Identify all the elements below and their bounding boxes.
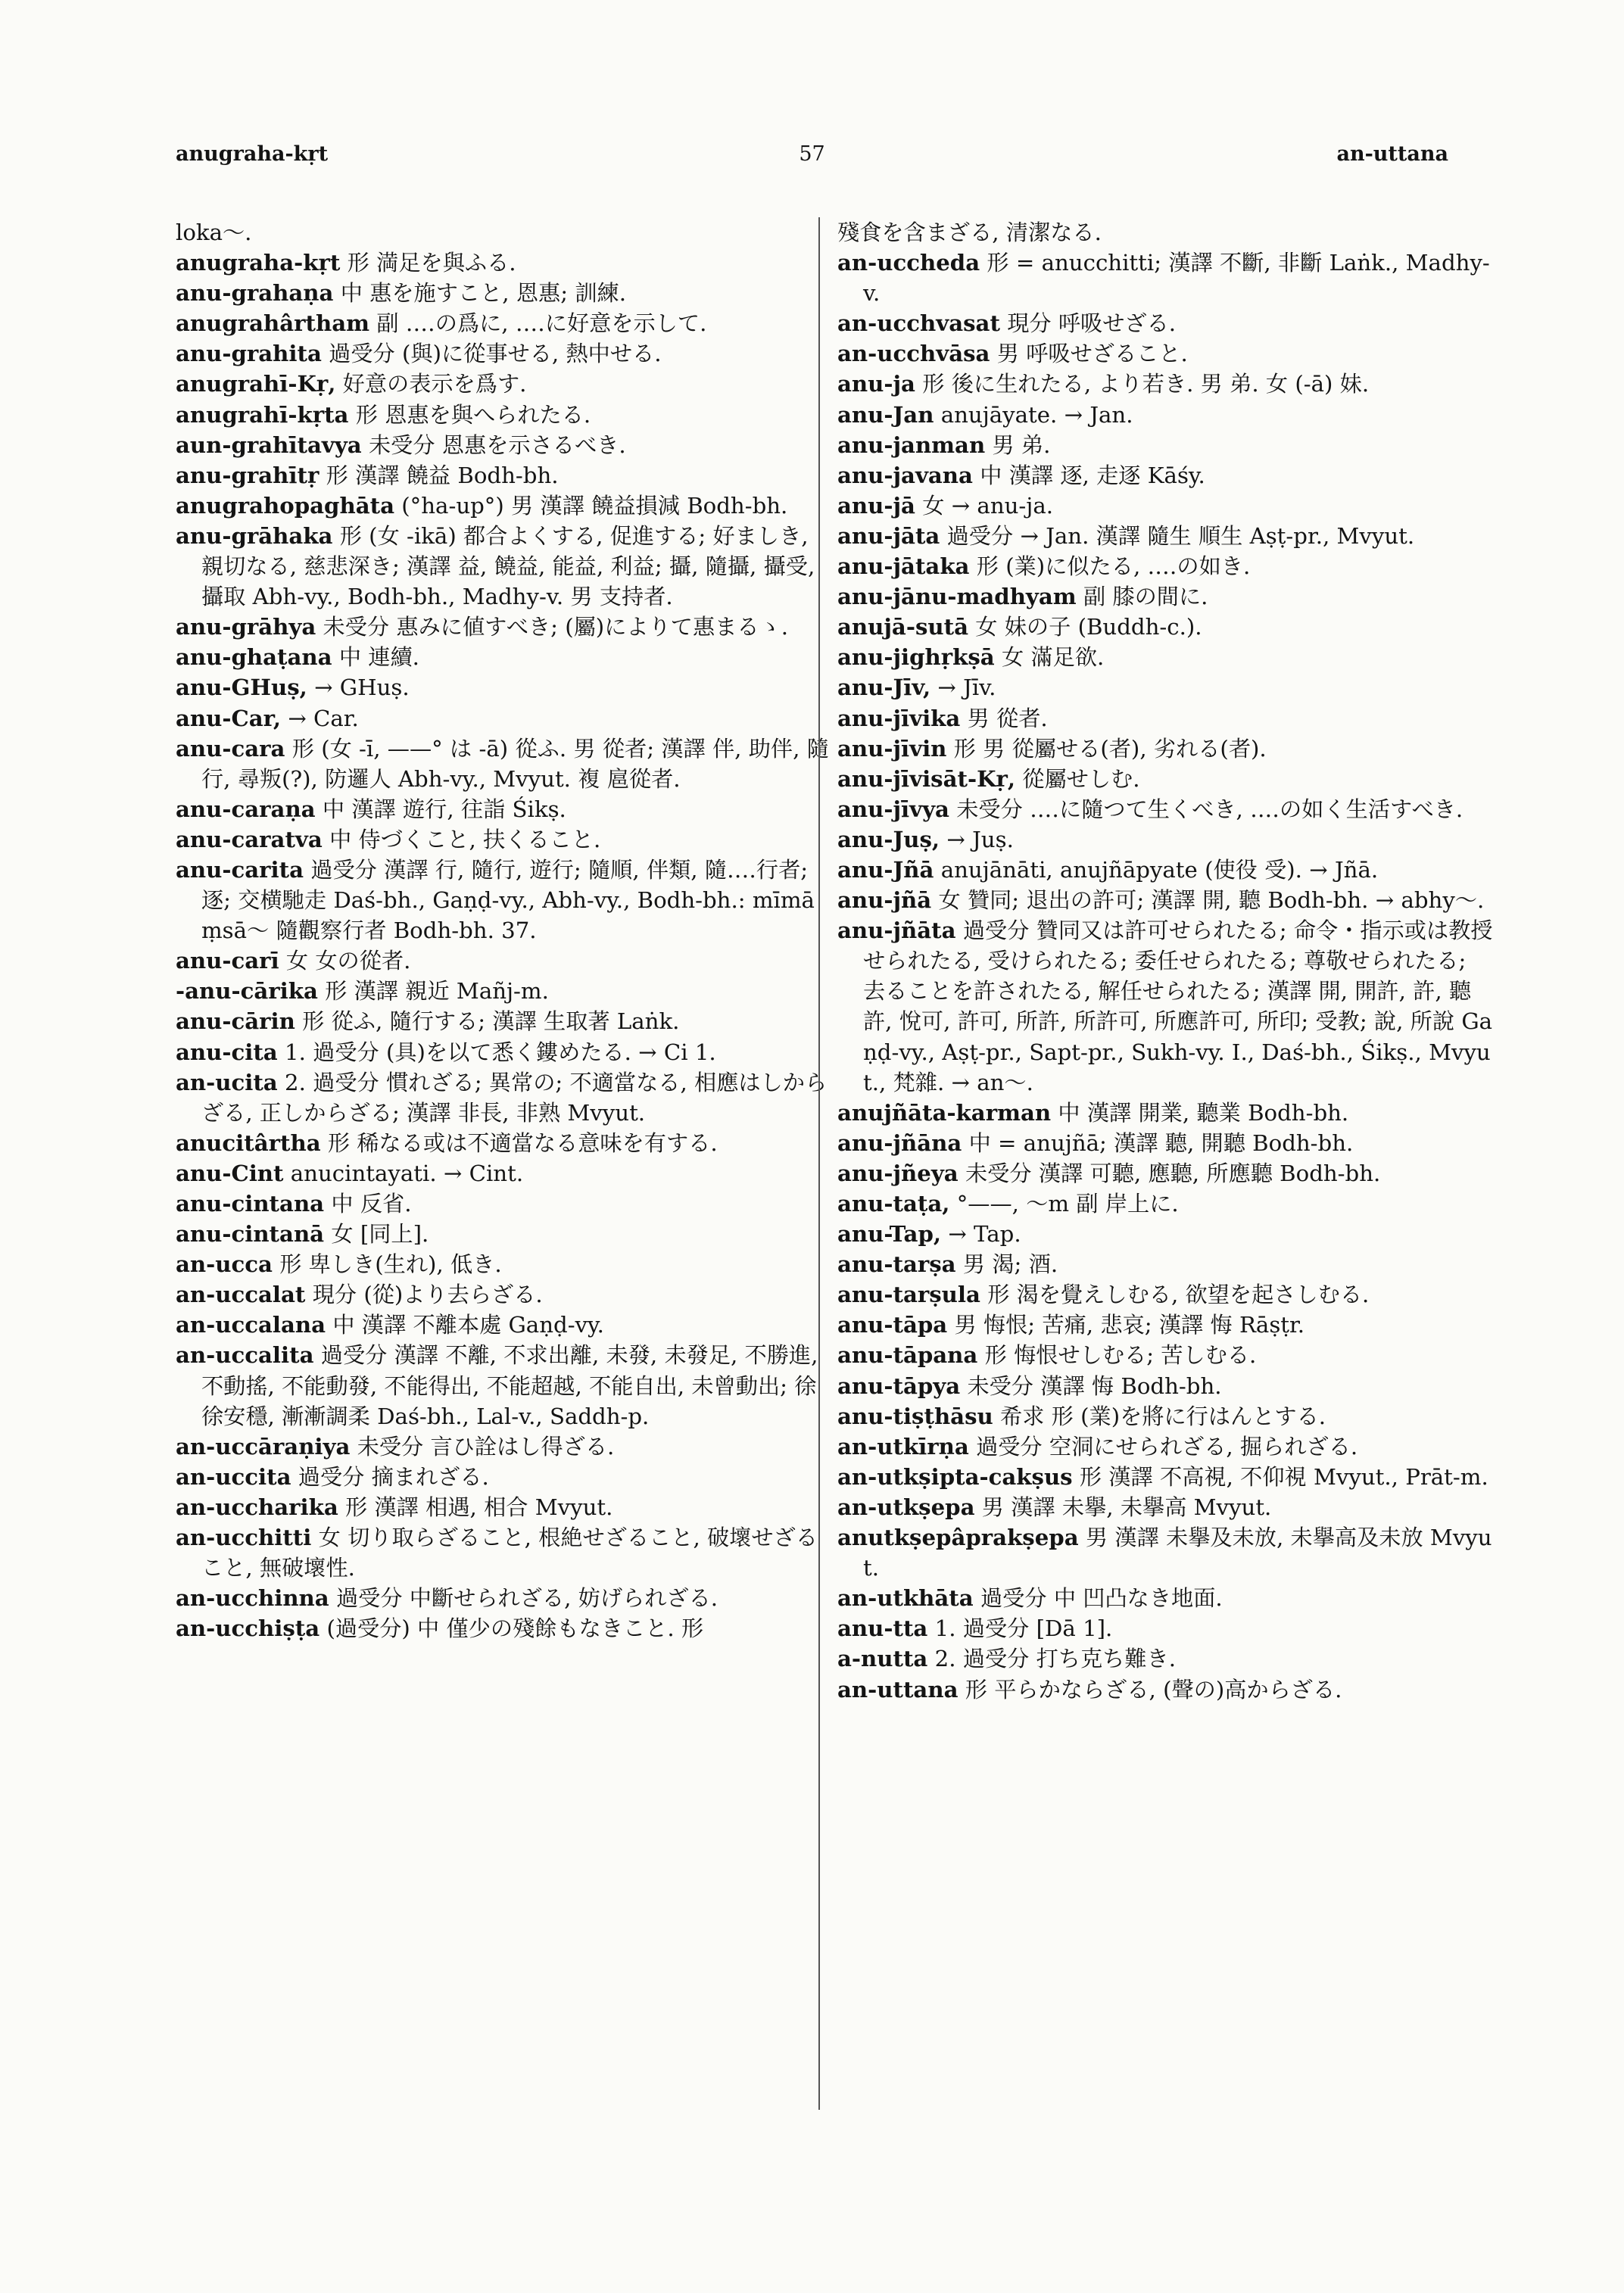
entry-headword: anu-caraṇa: [176, 796, 316, 822]
dictionary-entry: [176, 460, 833, 491]
running-head-last-word: an-uttana: [1336, 142, 1448, 166]
entry-definition: 女 滿足欲.: [1001, 644, 1105, 671]
entry-definition: °——, 〜m 副 岸上に.: [956, 1191, 1179, 1217]
entry-definition: 男 從者.: [967, 705, 1048, 731]
entry-definition: 過受分 漢譯 不離, 不求出離, 未發, 未發足, 不勝進, 不動搖, 不能動發, 不能得出, 不能超越, 不能自出, 未曾動出; 徐徐安穩, 漸漸調柔 Daś-bh., Lal-v., Saddh-p.: [201, 1342, 818, 1429]
entry-definition: 過受分 空洞にせられざる, 掘られざる.: [976, 1433, 1358, 1460]
dictionary-entry: [176, 308, 833, 338]
dictionary-entry: [837, 551, 1495, 581]
entry-headword: anu-jīvisāt-Kṛ,: [837, 765, 1016, 792]
entry-definition: 形 = anucchitti; 漢譯 不斷, 非斷 Laṅk., Madhy-v.: [863, 250, 1490, 307]
dictionary-entry: [176, 642, 833, 672]
entry-definition: 未受分 恩惠を示さるべき.: [368, 431, 626, 458]
entry-headword: anu-cara: [176, 735, 285, 762]
dictionary-entry: [176, 1249, 833, 1279]
entry-definition: 形 漢譯 饒益 Bodh-bh.: [326, 462, 559, 488]
entry-definition: 未受分 惠みに値すべき; (屬)によりて惠まるゝ.: [323, 614, 788, 640]
entry-headword: anu-jñeya: [837, 1160, 959, 1186]
entry-headword: anugrahī-kṛta: [176, 401, 349, 428]
entry-definition: 形 渴を覺えしむる, 欲望を起さしむる.: [987, 1282, 1370, 1308]
dictionary-entry: [176, 278, 833, 308]
entry-definition: 過受分 贊同又は許可せられたる; 命令・指示或は教授せられたる, 受けられたる; 委任せられたる; 尊敬せられたる; 去ることを許されたる, 解任せられたる; 漢譯 開, 開許, 許, 聽許, 悅可, 許可, 所許, 所許可, 所應許可, 所印; 受教; 說, 所說 Gaṇḍ-vy., Aṣṭ-pr., Sapt-pr., Sukh-vy. I., Daś-bh., Śikṣ., Mvyut., 梵雜. → an〜.: [863, 918, 1493, 1095]
dictionary-entry: [176, 400, 833, 430]
entry-headword: anu-tarṣula: [837, 1282, 980, 1308]
dictionary-entry: [837, 1249, 1495, 1279]
entry-headword: anu-grahaṇa: [176, 280, 334, 307]
entry-headword: anu-taṭa,: [837, 1191, 950, 1217]
dictionary-entry: [176, 1219, 833, 1249]
dictionary-entry: [837, 338, 1495, 369]
entry-definition: 過受分 (與)に從事せる, 熱中せる.: [329, 341, 662, 367]
entry-headword: anu-javana: [837, 462, 973, 488]
entry-definition: 形 後に生れたる, より若き. 男 弟. 女 (-ā) 妹.: [922, 371, 1370, 397]
dictionary-entry: [176, 1492, 833, 1522]
dictionary-entry: [837, 642, 1495, 672]
entry-headword: anu-Juṣ,: [837, 826, 940, 852]
entry-definition: 女 女の從者.: [285, 948, 411, 974]
dictionary-entry: [176, 946, 833, 976]
entry-headword: anu-jñāta: [837, 918, 956, 944]
entry-definition: anujāyate. → Jan.: [940, 401, 1133, 428]
entry-headword: anu-Car,: [176, 705, 282, 731]
dictionary-entry: [837, 1310, 1495, 1340]
dictionary-entry: [176, 794, 833, 824]
entry-headword: anu-grahita: [176, 341, 322, 367]
dictionary-entry: [176, 1037, 833, 1067]
entry-definition: (°ha-up°) 男 漢譯 饒益損減 Bodh-bh.: [401, 492, 788, 519]
entry-headword: anu-cita: [176, 1039, 278, 1065]
entry-headword: anu-tiṣṭhāsu: [837, 1403, 993, 1429]
entry-definition: 過受分 → Jan. 漢譯 隨生 順生 Aṣṭ-pr., Mvyut.: [946, 522, 1415, 549]
dictionary-entry: [837, 794, 1495, 824]
entry-definition: (過受分) 中 僅少の殘餘もなきこと. 形: [326, 1615, 704, 1642]
entry-definition: 女 [同上].: [331, 1221, 429, 1248]
dictionary-entry: [837, 1371, 1495, 1401]
dictionary-entry: [176, 1462, 833, 1492]
dictionary-entry: [837, 1098, 1495, 1128]
entry-definition: anucintayati. → Cint.: [290, 1160, 524, 1186]
entry-headword: an-ucchvasat: [837, 310, 1000, 337]
entry-definition: 殘食を含まざる, 清潔なる.: [837, 220, 1102, 245]
dictionary-entry: [837, 1340, 1495, 1370]
entry-definition: 男 悔恨; 苦痛, 悲哀; 漢譯 悔 Rāṣṭr.: [954, 1312, 1305, 1338]
column-divider: [818, 217, 820, 2110]
entry-headword: anu-grahītṛ: [176, 462, 320, 488]
dictionary-entry: [837, 855, 1495, 885]
dictionary-entry: [837, 217, 1495, 248]
entry-headword: an-uccalat: [176, 1282, 306, 1308]
entry-definition: 中 惠を施すこと, 恩惠; 訓練.: [340, 280, 627, 307]
entry-headword: anu-tta: [837, 1615, 928, 1642]
entry-definition: 未受分 言ひ詮はし得ざる.: [357, 1433, 615, 1460]
dictionary-entry: [176, 430, 833, 460]
entry-headword: anu-jā: [837, 492, 915, 519]
entry-definition: 女 妹の子 (Buddh-c.).: [975, 614, 1202, 640]
dictionary-entry: [176, 369, 833, 399]
page-number: 57: [799, 142, 825, 166]
entry-definition: 中 反省.: [331, 1191, 412, 1217]
entry-definition: 男 呼吸せざること.: [996, 341, 1188, 367]
dictionary-entry: [837, 885, 1495, 915]
entry-headword: anu-jñā: [837, 887, 932, 914]
dictionary-entry: [176, 1189, 833, 1219]
dictionary-entry: [176, 1128, 833, 1158]
entry-definition: 形 恩惠を與へられたる.: [355, 401, 591, 428]
entry-definition: 中 侍づくこと, 扶くること.: [329, 826, 601, 852]
left-column: [176, 217, 833, 1643]
entry-headword: an-utkīrṇa: [837, 1433, 969, 1460]
dictionary-entry: [837, 1522, 1495, 1583]
entry-definition: 中 漢譯 遊行, 往詣 Śikṣ.: [322, 796, 566, 822]
entry-headword: anu-tarṣa: [837, 1251, 956, 1278]
dictionary-entry: [837, 460, 1495, 491]
entry-definition: 中 漢譯 不離本處 Gaṇḍ-vy.: [332, 1312, 604, 1338]
dictionary-entry: [176, 1067, 833, 1128]
entry-headword: an-uttana: [837, 1676, 959, 1703]
entry-headword: anu-jānu-madhyam: [837, 584, 1077, 610]
dictionary-entry: [837, 248, 1495, 308]
entry-headword: an-ucchiṣṭa: [176, 1615, 320, 1642]
entry-definition: 過受分 中 凹凸なき地面.: [980, 1585, 1223, 1612]
dictionary-entry: [837, 764, 1495, 794]
entry-definition: 副 膝の間に.: [1083, 584, 1208, 610]
dictionary-entry: [837, 1432, 1495, 1462]
entry-headword: anu-jīvya: [837, 796, 949, 822]
entry-definition: 2. 過受分 打ち克ち難き.: [934, 1646, 1177, 1672]
entry-headword: anujñāta-karman: [837, 1099, 1052, 1126]
entry-headword: anu-ghaṭana: [176, 644, 332, 671]
dictionary-entry: [837, 612, 1495, 642]
entry-headword: anu-caratva: [176, 826, 323, 852]
entry-headword: anu-jighṛkṣā: [837, 644, 995, 671]
entry-headword: anu-grāhaka: [176, 522, 333, 549]
entry-headword: an-ucchitti: [176, 1525, 312, 1551]
entry-definition: → Juṣ.: [946, 826, 1014, 852]
entry-headword: an-uccalana: [176, 1312, 326, 1338]
entry-headword: anu-jāta: [837, 522, 940, 549]
entry-headword: anu-janman: [837, 431, 986, 458]
dictionary-entry: [176, 1310, 833, 1340]
entry-definition: 中 = anujñā; 漢譯 聽, 開聽 Bodh-bh.: [968, 1129, 1354, 1156]
dictionary-entry: [837, 581, 1495, 612]
dictionary-entry: [837, 734, 1495, 764]
dictionary-entry: [837, 369, 1495, 399]
entry-headword: anu-jñāna: [837, 1129, 962, 1156]
dictionary-entry: [176, 1006, 833, 1036]
dictionary-entry: [176, 1583, 833, 1613]
entry-headword: anu-Cint: [176, 1160, 284, 1186]
entry-headword: anujā-sutā: [837, 614, 968, 640]
dictionary-entry: [176, 824, 833, 855]
entry-definition: 形 平らかならざる, (聲の)高からざる.: [965, 1676, 1342, 1703]
entry-definition: 形 男 從屬せる(者), 劣れる(者).: [953, 735, 1267, 762]
entry-definition: 形 稀なる或は不適當なる意味を有する.: [327, 1129, 718, 1156]
dictionary-entry: [176, 703, 833, 734]
entry-headword: anucitârtha: [176, 1129, 321, 1156]
entry-headword: an-uccharika: [176, 1494, 338, 1520]
entry-headword: anu-GHuṣ,: [176, 675, 307, 701]
entry-headword: anu-cintanā: [176, 1221, 325, 1248]
entry-headword: anu-jātaka: [837, 553, 970, 580]
entry-definition: 現分 呼吸せざる.: [1007, 310, 1177, 337]
entry-definition: 男 漢譯 未擧及未放, 未擧高及未放 Mvyut.: [863, 1525, 1492, 1581]
entry-definition: 女 切り取らざること, 根絶せざること, 破壞せざること, 無破壞性.: [201, 1525, 818, 1581]
entry-definition: loka〜.: [176, 220, 252, 245]
entry-definition: 現分 (從)より去らざる.: [312, 1282, 543, 1308]
entry-definition: 形 (女 -ikā) 都合よくする, 促進する; 好ましき, 親切なる, 慈悲深き; 漢譯 益, 饒益, 能益, 利益; 攝, 隨攝, 攝受, 攝取 Abh-vy., Bodh-bh., Madhy-v. 男 支持者.: [201, 522, 815, 610]
entry-headword: anu-cintana: [176, 1191, 325, 1217]
entry-definition: 男 漢譯 未擧, 未擧高 Mvyut.: [981, 1494, 1272, 1520]
dictionary-entry: [837, 1462, 1495, 1492]
entry-definition: 未受分 ‥‥に隨つて生くべき, ‥‥の如く生活すべき.: [956, 796, 1463, 822]
dictionary-entry: [837, 672, 1495, 703]
dictionary-entry: [837, 1643, 1495, 1674]
dictionary-entry: [837, 1128, 1495, 1158]
right-column: [837, 217, 1495, 1705]
dictionary-entry: [837, 915, 1495, 1098]
dictionary-entry: [176, 672, 833, 703]
entry-headword: an-uccita: [176, 1463, 291, 1490]
entry-definition: 1. 過受分 (具)を以て悉く鏤めたる. → Ci 1.: [285, 1039, 716, 1065]
entry-definition: 中 漢譯 開業, 聽業 Bodh-bh.: [1058, 1099, 1349, 1126]
entry-definition: 好意の表示を爲す.: [342, 371, 527, 397]
entry-headword: anugrahârtham: [176, 310, 370, 337]
dictionary-entry: [837, 1492, 1495, 1522]
entry-headword: aun-grahītavya: [176, 431, 362, 458]
dictionary-entry: [176, 1432, 833, 1462]
entry-headword: an-uccalita: [176, 1342, 314, 1369]
entry-definition: → Car.: [288, 705, 359, 731]
entry-headword: -anu-cārika: [176, 978, 318, 1005]
entry-headword: a-nutta: [837, 1646, 928, 1672]
entry-definition: 未受分 漢譯 可聽, 應聽, 所應聽 Bodh-bh.: [965, 1160, 1381, 1186]
dictionary-entry: [837, 824, 1495, 855]
entry-definition: anujānāti, anujñāpyate (使役 受). → Jñā.: [940, 856, 1379, 883]
entry-headword: anugrahī-Kṛ,: [176, 371, 336, 397]
entry-definition: 形 卑しき(生れ), 低き.: [279, 1251, 502, 1278]
entry-definition: 中 連續.: [338, 644, 419, 671]
dictionary-entry: [176, 976, 833, 1006]
entry-definition: 女 贊同; 退出の許可; 漢譯 開, 聽 Bodh-bh. → abhy〜.: [938, 887, 1485, 914]
entry-definition: 形 悔恨せしむる; 苦しむる.: [984, 1342, 1257, 1369]
entry-definition: 中 漢譯 逐, 走逐 Kāśy.: [980, 462, 1205, 488]
dictionary-entry: [837, 1401, 1495, 1432]
entry-definition: 形 (女 -ī, ——° は -ā) 從ふ. 男 從者; 漢譯 伴, 助伴, 隨行, 尋叛(?), 防邏人 Abh-vy., Mvyut. 複 扈從者.: [201, 735, 829, 792]
entry-definition: 未受分 漢譯 悔 Bodh-bh.: [967, 1372, 1222, 1399]
dictionary-entry: [837, 1279, 1495, 1310]
entry-headword: anu-tāpa: [837, 1312, 948, 1338]
entry-headword: anu-Jīv,: [837, 675, 931, 701]
entry-headword: anu-tāpana: [837, 1342, 978, 1369]
dictionary-entry: [176, 491, 833, 521]
entry-headword: an-ucita: [176, 1069, 278, 1095]
dictionary-entry: [176, 1340, 833, 1431]
entry-definition: 形 漢譯 親近 Mañj-m.: [325, 978, 549, 1005]
entry-definition: → GHuṣ.: [314, 675, 410, 701]
dictionary-entry: [176, 1522, 833, 1583]
entry-headword: an-ucchinna: [176, 1585, 329, 1612]
running-head-first-word: anugraha-kṛt: [176, 142, 329, 166]
entry-headword: an-utkhāta: [837, 1585, 974, 1612]
entry-headword: anu-grāhya: [176, 614, 316, 640]
entry-definition: 1. 過受分 [Dā 1].: [934, 1615, 1113, 1642]
entry-headword: anu-jīvin: [837, 735, 947, 762]
entry-definition: 女 → anu-ja.: [922, 492, 1054, 519]
entry-headword: anugraha-kṛt: [176, 250, 341, 276]
dictionary-entry: [176, 217, 833, 248]
entry-definition: 過受分 漢譯 行, 隨行, 遊行; 隨順, 伴類, 隨‥‥行者; 逐; 交横馳走 Daś-bh., Gaṇḍ-vy., Abh-vy., Bodh-bh.: mīmāṃsā〜 隨觀察行者 Bodh-bh. 37.: [201, 856, 815, 944]
entry-definition: 男 渴; 酒.: [962, 1251, 1058, 1278]
entry-definition: 從屬せしむ.: [1022, 765, 1140, 792]
entry-headword: an-ucca: [176, 1251, 273, 1278]
dictionary-entry: [837, 1189, 1495, 1219]
entry-headword: anu-tāpya: [837, 1372, 961, 1399]
entry-headword: anu-jīvika: [837, 705, 961, 731]
entry-definition: → Tap.: [948, 1221, 1021, 1248]
entry-headword: anu-Jan: [837, 401, 934, 428]
dictionary-entry: [176, 248, 833, 278]
entry-definition: 過受分 中斷せられざる, 妨げられざる.: [335, 1585, 718, 1612]
entry-headword: anu-Tap,: [837, 1221, 942, 1248]
dictionary-entry: [176, 734, 833, 794]
dictionary-entry: [837, 1583, 1495, 1613]
dictionary-entry: [837, 521, 1495, 551]
entry-headword: anu-carita: [176, 856, 304, 883]
entry-headword: anu-Jñā: [837, 856, 934, 883]
entry-headword: an-utkṣepa: [837, 1494, 975, 1520]
entry-headword: an-utkṣipta-cakṣus: [837, 1463, 1073, 1490]
entry-definition: 副 ‥‥の爲に, ‥‥に好意を示して.: [376, 310, 707, 337]
dictionary-entry: [176, 855, 833, 946]
entry-headword: anugrahopaghāta: [176, 492, 394, 519]
entry-definition: 希求 形 (業)を將に行はんとする.: [1000, 1403, 1326, 1429]
dictionary-entry: [176, 612, 833, 642]
entry-definition: 2. 過受分 慣れざる; 異常の; 不適當なる, 相應はしからざる, 正しからざる; 漢譯 非長, 非熟 Mvyut.: [201, 1069, 828, 1126]
entry-headword: an-uccāraṇiya: [176, 1433, 351, 1460]
dictionary-entry: [176, 1613, 833, 1643]
entry-headword: an-ucchvāsa: [837, 341, 990, 367]
dictionary-entry: [837, 703, 1495, 734]
entry-headword: anu-carī: [176, 948, 279, 974]
entry-definition: 形 漢譯 不高視, 不仰視 Mvyut., Prāt-m.: [1079, 1463, 1488, 1490]
entry-headword: anutkṣepâprakṣepa: [837, 1525, 1079, 1551]
dictionary-entry: [837, 1613, 1495, 1643]
entry-definition: 形 (業)に似たる, ‥‥の如き.: [976, 553, 1251, 580]
dictionary-entry: [176, 1279, 833, 1310]
entry-definition: 過受分 摘まれざる.: [298, 1463, 489, 1490]
entry-definition: 形 漢譯 相遇, 相合 Mvyut.: [345, 1494, 613, 1520]
dictionary-entry: [837, 400, 1495, 430]
dictionary-entry: [837, 1219, 1495, 1249]
dictionary-entry: [837, 430, 1495, 460]
dictionary-entry: [837, 1675, 1495, 1705]
entry-headword: anu-cārin: [176, 1008, 295, 1035]
entry-definition: 形 從ふ, 隨行する; 漢譯 生取著 Laṅk.: [302, 1008, 680, 1035]
dictionary-entry: [837, 308, 1495, 338]
dictionary-entry: [176, 521, 833, 612]
entry-definition: 形 満足を與ふる.: [347, 250, 516, 276]
dictionary-entry: [837, 1158, 1495, 1189]
dictionary-entry: [837, 491, 1495, 521]
dictionary-entry: [176, 1158, 833, 1189]
entry-headword: anu-ja: [837, 371, 915, 397]
entry-headword: an-uccheda: [837, 250, 980, 276]
dictionary-entry: [176, 338, 833, 369]
entry-definition: → Jīv.: [937, 675, 996, 701]
entry-definition: 男 弟.: [992, 431, 1051, 458]
